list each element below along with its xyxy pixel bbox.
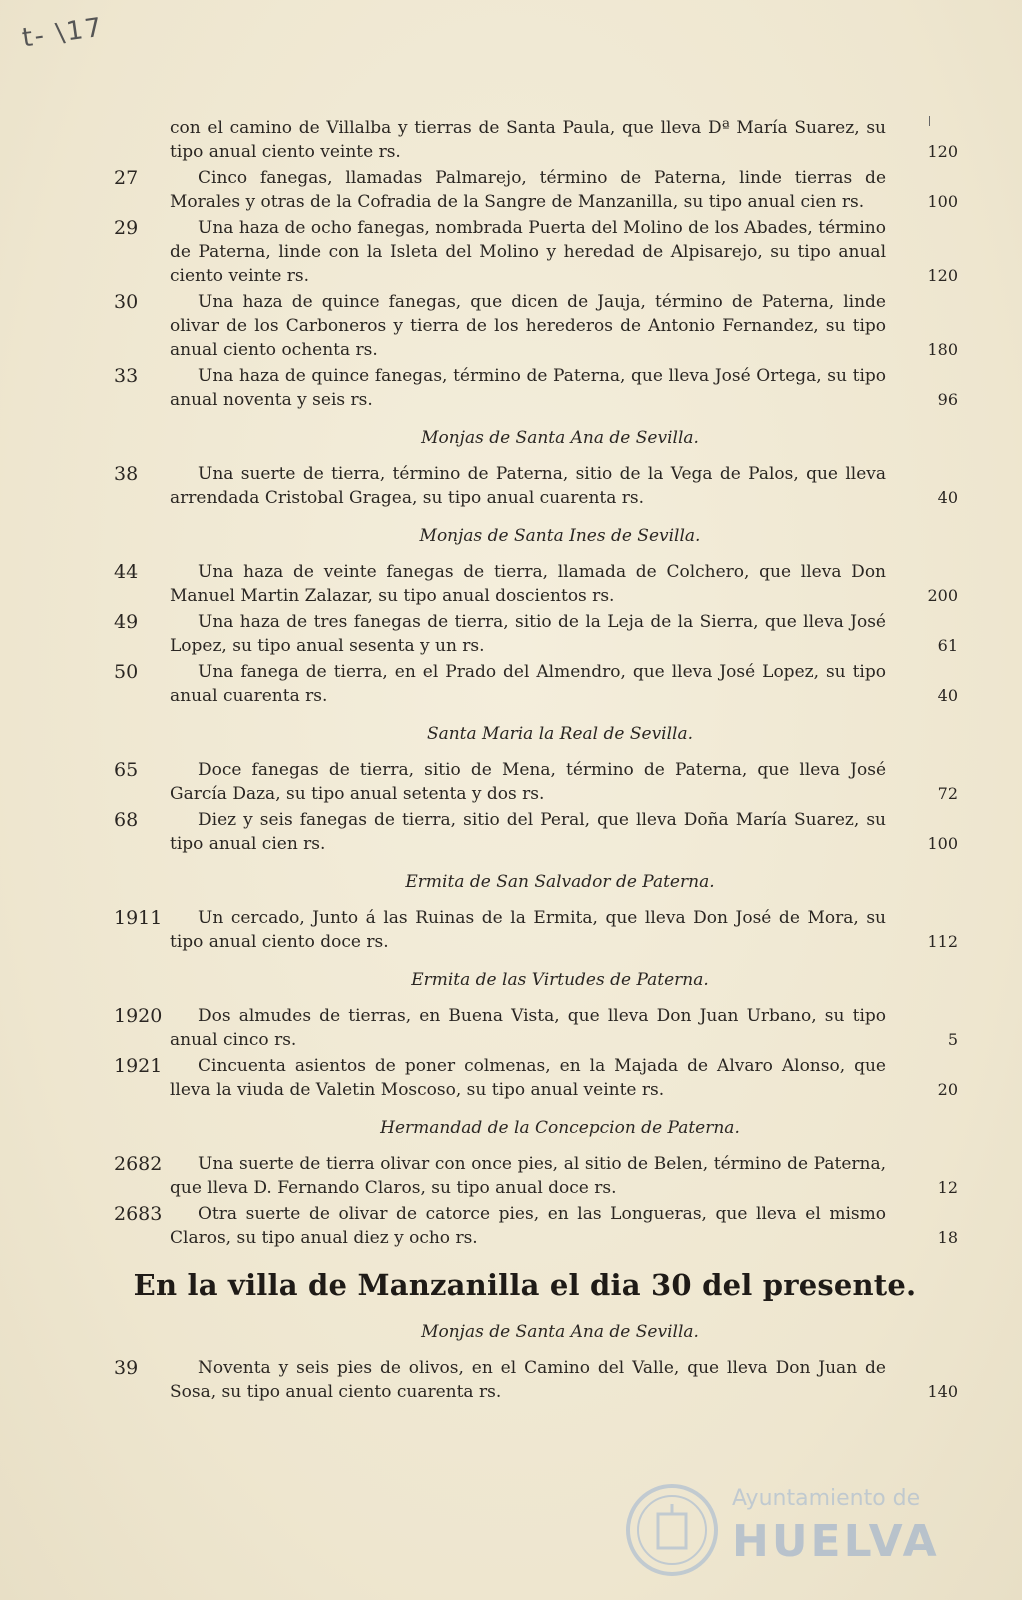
- entry-number: 68: [114, 809, 139, 831]
- entry-number: 38: [114, 463, 139, 485]
- entry-text: Doce fanegas de tierra, sitio de Mena, término de Paterna, que lleva José García Daza, su tipo anual setenta y dos rs.: [170, 760, 886, 804]
- entry-amount: 40: [937, 488, 958, 507]
- list-item: [100, 166, 960, 214]
- section-heading-santa-maria-real: Santa Maria la Real de Sevilla.: [426, 724, 694, 744]
- entry-text: Una haza de veinte fanegas de tierra, llamada de Colchero, que lleva Don Manuel Martin Zalazar, su tipo anual doscientos rs.: [170, 562, 886, 606]
- list-item: [100, 560, 960, 608]
- entry-text: Una haza de tres fanegas de tierra, sitio de la Leja de la Sierra, que lleva José Lopez, su tipo anual sesenta y un rs.: [170, 612, 886, 656]
- entries-san-salvador: [100, 906, 960, 954]
- entry-number: 44: [114, 561, 139, 583]
- section-heading-virtudes: Ermita de las Virtudes de Paterna.: [411, 970, 709, 990]
- list-item: [100, 758, 960, 806]
- entry-number: 1920: [114, 1005, 163, 1027]
- entry-text: Una fanega de tierra, en el Prado del Almendro, que lleva José Lopez, su tipo anual cuarenta rs.: [170, 662, 886, 706]
- entry-text: Una haza de quince fanegas, término de Paterna, que lleva José Ortega, su tipo anual noventa y seis rs.: [170, 366, 886, 410]
- entry-text: Una haza de quince fanegas, que dicen de Jauja, término de Paterna, linde olivar de los Carboneros y tierra de los herederos de Antonio Fernandez, su tipo anual ciento ochenta rs.: [170, 292, 886, 360]
- entry-number: 39: [114, 1357, 139, 1379]
- entry-amount: 20: [937, 1080, 958, 1099]
- entry-amount: 180: [927, 340, 958, 359]
- entries-virtudes: [100, 1004, 960, 1102]
- section-heading-santa-ana: Monjas de Santa Ana de Sevilla.: [421, 428, 699, 448]
- entry-amount: 5: [947, 1030, 958, 1049]
- entry-number: 33: [114, 365, 139, 387]
- entries-santa-ana: [100, 462, 960, 510]
- list-item: [100, 1202, 960, 1250]
- document-content: [100, 116, 960, 1406]
- section-heading-santa-ines: Monjas de Santa Ines de Sevilla.: [419, 526, 701, 546]
- watermark: [622, 1476, 942, 1576]
- entry-text: Una haza de ocho fanegas, nombrada Puerta del Molino de los Abades, término de Paterna, linde con la Isleta del Molino y heredad de Alpisarejo, su tipo anual ciento veinte rs.: [170, 218, 886, 286]
- entries-top: [100, 116, 960, 412]
- entry-amount: 140: [927, 1382, 958, 1401]
- list-item: [100, 1054, 960, 1102]
- entry-number: 1921: [114, 1055, 163, 1077]
- entry-amount: 200: [927, 586, 958, 605]
- list-item: [100, 462, 960, 510]
- entry-amount: 120: [927, 266, 958, 285]
- section-heading-concepcion: Hermandad de la Concepcion de Paterna.: [380, 1118, 740, 1138]
- watermark-label: Ayuntamiento de: [732, 1486, 921, 1511]
- entry-number: 2682: [114, 1153, 163, 1175]
- entry-text: Cincuenta asientos de poner colmenas, en la Majada de Alvaro Alonso, que lleva la viuda de Valetin Moscoso, su tipo anual veinte rs.: [170, 1056, 886, 1100]
- entry-amount: 40: [937, 686, 958, 705]
- seal-icon: [622, 1480, 722, 1580]
- entry-text: con el camino de Villalba y tierras de Santa Paula, que lleva Dª María Suarez, su tipo anual ciento veinte rs.: [170, 118, 886, 162]
- entries-santa-maria-real: [100, 758, 960, 856]
- entry-text: Diez y seis fanegas de tierra, sitio del Peral, que lleva Doña María Suarez, su tipo anual cien rs.: [170, 810, 886, 854]
- section-heading-santa-ana-2: Monjas de Santa Ana de Sevilla.: [421, 1322, 699, 1342]
- list-item: [100, 364, 960, 412]
- list-item: [100, 610, 960, 658]
- watermark-name: HUELVA: [732, 1516, 940, 1567]
- entry-text: Un cercado, Junto á las Ruinas de la Ermita, que lleva Don José de Mora, su tipo anual ciento doce rs.: [170, 908, 886, 952]
- corner-handwritten-note: t- \17: [20, 12, 106, 54]
- entry-text: Una suerte de tierra, término de Paterna, sitio de la Vega de Palos, que lleva arrendada Cristobal Gragea, su tipo anual cuarenta rs.: [170, 464, 886, 508]
- list-item: [100, 116, 960, 164]
- section-heading-san-salvador: Ermita de San Salvador de Paterna.: [405, 872, 715, 892]
- list-item: [100, 906, 960, 954]
- entry-amount: 18: [937, 1228, 958, 1247]
- list-item: [100, 216, 960, 288]
- entry-amount: 72: [937, 784, 958, 803]
- entry-number: 30: [114, 291, 139, 313]
- entry-number: 1911: [114, 907, 163, 929]
- entry-text: Una suerte de tierra olivar con once pies, al sitio de Belen, término de Paterna, que lleva D. Fernando Claros, su tipo anual doce rs.: [170, 1154, 886, 1198]
- entries-santa-ana-2: [100, 1356, 960, 1404]
- entry-amount: 96: [937, 390, 958, 409]
- entry-number: 2683: [114, 1203, 163, 1225]
- list-item: [100, 290, 960, 362]
- entry-amount: 120: [927, 142, 958, 161]
- entries-santa-ines: [100, 560, 960, 708]
- entry-text: Dos almudes de tierras, en Buena Vista, que lleva Don Juan Urbano, su tipo anual cinco rs.: [170, 1006, 886, 1050]
- entry-amount: 112: [927, 932, 958, 951]
- page-title-manzanilla: En la villa de Manzanilla el dia 30 del presente.: [133, 1268, 917, 1302]
- entry-amount: 61: [937, 636, 958, 655]
- entry-number: 50: [114, 661, 139, 683]
- entry-number: 49: [114, 611, 139, 633]
- entry-number: 29: [114, 217, 139, 239]
- list-item: [100, 1152, 960, 1200]
- list-item: [100, 1356, 960, 1404]
- entry-text: Cinco fanegas, llamadas Palmarejo, término de Paterna, linde tierras de Morales y otras de la Cofradia de la Sangre de Manzanilla, su tipo anual cien rs.: [170, 168, 886, 212]
- list-item: [100, 808, 960, 856]
- list-item: [100, 660, 960, 708]
- entry-amount: 100: [927, 192, 958, 211]
- entry-amount: 100: [927, 834, 958, 853]
- list-item: [100, 1004, 960, 1052]
- entry-text: Noventa y seis pies de olivos, en el Camino del Valle, que lleva Don Juan de Sosa, su tipo anual ciento cuarenta rs.: [170, 1358, 886, 1402]
- entry-text: Otra suerte de olivar de catorce pies, en las Longueras, que lleva el mismo Claros, su tipo anual diez y ocho rs.: [170, 1204, 886, 1248]
- entry-number: [100, 116, 170, 164]
- entry-number: 27: [114, 167, 139, 189]
- entry-number: 65: [114, 759, 139, 781]
- entries-concepcion: [100, 1152, 960, 1250]
- entry-amount: 12: [937, 1178, 958, 1197]
